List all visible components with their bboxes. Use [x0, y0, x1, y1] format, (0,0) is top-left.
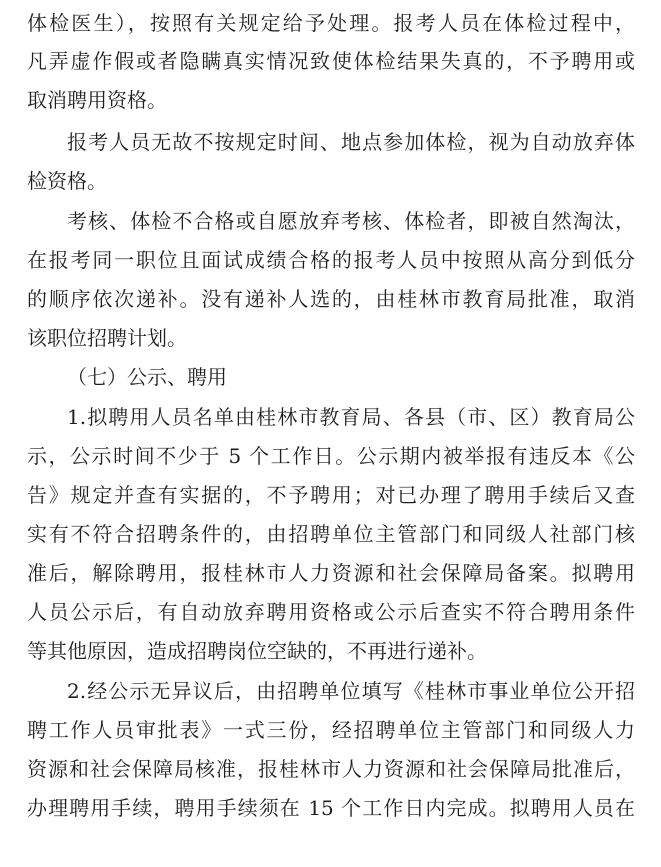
paragraph-line-9: 该职位招聘计划。 [27, 326, 187, 350]
paragraph-line-11: 1.拟聘用人员名单由桂林市教育局、各县（市、区）教育局公 [67, 405, 635, 429]
paragraph-line-7: 在报考同一职位且面试成绩合格的报考人员中按照从高分到低分 [27, 248, 635, 272]
paragraph-line-19: 聘工作人员审批表》一式三份，经招聘单位主管部门和同级人力 [27, 718, 635, 742]
paragraph-line-21: 办理聘用手续，聘用手续须在 15 个工作日内完成。拟聘用人员在 [27, 796, 635, 820]
paragraph-line-16: 人员公示后，有自动放弃聘用资格或公示后查实不符合聘用条件 [27, 600, 635, 624]
paragraph-line-20: 资源和社会保障局核准，报桂林市人力资源和社会保障局批准后， [27, 757, 635, 781]
paragraph-line-18: 2.经公示无异议后，由招聘单位填写《桂林市事业单位公开招 [67, 679, 635, 703]
paragraph-line-5: 检资格。 [27, 169, 107, 193]
paragraph-line-12: 示，公示时间不少于 5 个工作日。公示期内被举报有违反本《公 [27, 444, 635, 468]
paragraph-line-1: 体检医生），按照有关规定给予处理。报考人员在体检过程中， [27, 11, 635, 35]
paragraph-line-6: 考核、体检不合格或自愿放弃考核、体检者，即被自然淘汰， [67, 209, 635, 233]
paragraph-line-2: 凡弄虚作假或者隐瞒真实情况致使体检结果失真的，不予聘用或 [27, 49, 635, 73]
paragraph-line-3: 取消聘用资格。 [27, 88, 167, 112]
paragraph-line-15: 准后，解除聘用，报桂林市人力资源和社会保障局备案。拟聘用 [27, 561, 635, 585]
paragraph-line-13: 告》规定并查有实据的，不予聘用；对已办理了聘用手续后又查 [27, 483, 635, 507]
paragraph-line-17: 等其他原因，造成招聘岗位空缺的，不再进行递补。 [27, 639, 487, 663]
section-heading: （七）公示、聘用 [67, 365, 227, 389]
paragraph-line-8: 的顺序依次递补。没有递补人选的，由桂林市教育局批准，取消 [27, 287, 635, 311]
paragraph-line-14: 实有不符合招聘条件的，由招聘单位主管部门和同级人社部门核 [27, 522, 635, 546]
paragraph-line-4: 报考人员无故不按规定时间、地点参加体检，视为自动放弃体 [67, 130, 635, 154]
